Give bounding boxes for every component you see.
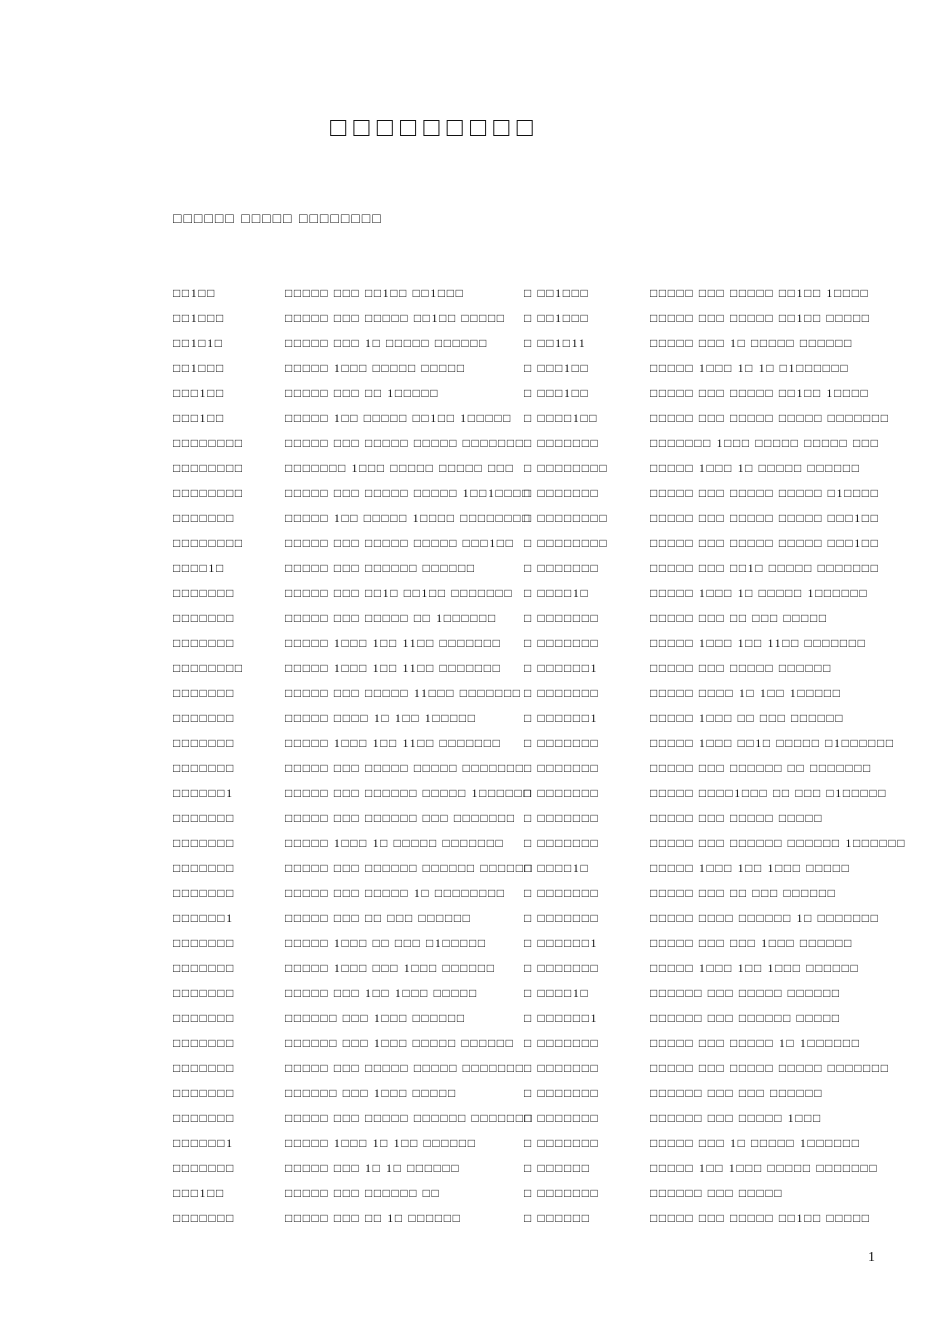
entry-code-right: □ □□□□□□□ xyxy=(524,786,600,800)
entry-text-right: □□□□□ 1□□□ □□ □□□ □□□□□□ xyxy=(650,711,845,725)
table-row xyxy=(0,386,950,411)
entry-code-right: □ □□□□□□□ xyxy=(524,436,600,450)
entry-code: □□□□□□□ xyxy=(173,636,235,650)
entry-code-right: □ □□□□□□1 xyxy=(524,661,599,675)
entry-code: □□□□□□□□ xyxy=(173,436,244,450)
entry-code: □□1□□ xyxy=(173,286,216,300)
entry-code-right: □ □□□□□□1 xyxy=(524,711,599,725)
entry-code: □□□□□□□ xyxy=(173,686,235,700)
entry-code-right: □ □□□□1□ xyxy=(524,986,590,1000)
entry-text-right: □□□□□ □□□ □□□□□ □□□□□ □□□1□□ xyxy=(650,511,880,525)
entry-text-right: □□□□□□ □□□ □□□□□ xyxy=(650,1186,784,1200)
entry-text-right: □□□□□ □□□ □□□□□ □□□□□ □□□□□□□ xyxy=(650,411,890,425)
entry-code-right: □ □□□□□□□ xyxy=(524,1036,600,1050)
entry-code-right: □ □□□□□□□ xyxy=(524,836,600,850)
entry-code: □□□□□□□ xyxy=(173,961,235,975)
entry-code-right: □ □□□1□□ xyxy=(524,386,590,400)
table-row xyxy=(0,561,950,586)
table-row xyxy=(0,1011,950,1036)
table-row xyxy=(0,1186,950,1211)
table-row xyxy=(0,911,950,936)
entry-code: □□□□□□□□ xyxy=(173,661,244,675)
entry-code-right: □ □□□□□□□ xyxy=(524,811,600,825)
entry-text-right: □□□□□□ □□□ □□□□□ □□□□□□ xyxy=(650,986,841,1000)
table-row xyxy=(0,1111,950,1136)
entry-text: □□□□□ □□□ □□□□□ □□□□□ □□□□□□□ xyxy=(285,1061,525,1075)
entry-text-right: □□□□□ □□□ □□□□□ 1□ 1□□□□□□ xyxy=(650,1036,861,1050)
entry-text: □□□□□ 1□□□ 1□□ 11□□ □□□□□□□ xyxy=(285,636,502,650)
table-row xyxy=(0,661,950,686)
table-row xyxy=(0,1161,950,1186)
entry-code: □□□□□□□ xyxy=(173,1061,235,1075)
table-row xyxy=(0,811,950,836)
entry-text-right: □□□□□ □□□ 1□ □□□□□ □□□□□□ xyxy=(650,336,853,350)
table-row xyxy=(0,1136,950,1161)
entry-text: □□□□□□ □□□ 1□□□ □□□□□ xyxy=(285,1086,457,1100)
entry-code-right: □ □□□□□□□ xyxy=(524,911,600,925)
table-row xyxy=(0,886,950,911)
entry-text-right: □□□□□ □□□□1□□□ □□ □□□ □1□□□□□ xyxy=(650,786,888,800)
table-row xyxy=(0,1061,950,1086)
entry-code: □□□□□□□ xyxy=(173,1011,235,1025)
entry-code: □□□□□□□ xyxy=(173,811,235,825)
table-row xyxy=(0,736,950,761)
entry-text: □□□□□ □□□ □□□□□ □□□□□ □□□□□□□ xyxy=(285,761,525,775)
entry-code: □□□□□□□ xyxy=(173,511,235,525)
entry-text-right: □□□□□ □□□ □□□□□ □□□□□ □□□1□□ xyxy=(650,536,880,550)
entry-code-right: □ □□1□11 xyxy=(524,336,587,350)
entry-code: □□□□□□□ xyxy=(173,586,235,600)
entry-code: □□□1□□ xyxy=(173,411,225,425)
entry-text: □□□□□ □□□ □□□□□ □□□□□ □□□1□□ xyxy=(285,536,515,550)
entry-text-right: □□□□□ □□□ □□□□□□ □□□□□□ 1□□□□□□ xyxy=(650,836,907,850)
entry-text-right: □□□□□ □□□ □□□□□ □□□□□ □1□□□□ xyxy=(650,486,880,500)
entry-code-right: □ □□□□□□□ xyxy=(524,1186,600,1200)
entry-text-right: □□□□□ □□□ □□□□□□ □□ □□□□□□□ xyxy=(650,761,872,775)
entry-code: □□1□□□ xyxy=(173,361,225,375)
entry-code-right: □ □□□□□□ xyxy=(524,1211,591,1225)
table-row xyxy=(0,461,950,486)
entry-code-right: □ □□□□□□ xyxy=(524,1161,591,1175)
entry-text: □□□□□ □□□ □□□□□□ □□ xyxy=(285,1186,441,1200)
entry-text-right: □□□□□ □□□ □□□□□ □□1□□ 1□□□□ xyxy=(650,286,870,300)
entry-text: □□□□□ □□□ □□□□□ □□□□□ □□□□□□□ xyxy=(285,436,525,450)
entry-text-right: □□□□□ □□□ □□ □□□ □□□□□□ xyxy=(650,886,837,900)
entry-text: □□□□□ □□□ □□□□□ 1□ □□□□□□□□ xyxy=(285,886,506,900)
entry-code: □□□□□□□ xyxy=(173,1211,235,1225)
entry-code-right: □ □□1□□□ xyxy=(524,286,590,300)
entry-code: □□□□□□1 xyxy=(173,911,234,925)
entry-code: □□□□□□□ xyxy=(173,1161,235,1175)
table-row xyxy=(0,486,950,511)
entry-code-right: □ □□□□□□□ xyxy=(524,1061,600,1075)
entry-code: □□□□□□□ xyxy=(173,936,235,950)
entry-text: □□□□□ □□□ □□ □□□ □□□□□□ xyxy=(285,911,472,925)
entry-code: □□□1□□ xyxy=(173,1186,225,1200)
entry-code: □□1□□□ xyxy=(173,311,225,325)
entry-code: □□□□□□1 xyxy=(173,1136,234,1150)
entry-code-right: □ □□□□□□□ xyxy=(524,561,600,575)
entry-text: □□□□□ 1□□□ □□□ 1□□□ □□□□□□ xyxy=(285,961,496,975)
entry-text: □□□□□ □□□ □□□□□□ □□□□□ 1□□□□□□ xyxy=(285,786,533,800)
entry-code: □□□□□□□ xyxy=(173,836,235,850)
table-row xyxy=(0,1211,950,1236)
entry-code-right: □ □□□□□□1 xyxy=(524,936,599,950)
table-row xyxy=(0,761,950,786)
entry-code: □□□1□□ xyxy=(173,386,225,400)
entry-text-right: □□□□□ 1□□□ 1□□ 1□□□ □□□□□□ xyxy=(650,961,860,975)
entry-text: □□□□□ □□□ 1□□ 1□□□ □□□□□ xyxy=(285,986,478,1000)
table-row xyxy=(0,1036,950,1061)
entry-code-right: □ □□□□□□□ xyxy=(524,1086,600,1100)
entry-code: □□□□□□□ xyxy=(173,886,235,900)
entry-text-right: □□□□□ 1□□□ 1□ □□□□□ □□□□□□ xyxy=(650,461,861,475)
table-row xyxy=(0,936,950,961)
table-row xyxy=(0,536,950,561)
entry-code: □□□□□□□ xyxy=(173,1036,235,1050)
entry-code: □□□□□□□ xyxy=(173,711,235,725)
entry-code: □□□□□□□ xyxy=(173,986,235,1000)
entry-text: □□□□□ □□□ 1□ □□□□□ □□□□□□ xyxy=(285,336,488,350)
entry-code: □□□□□□□□ xyxy=(173,486,244,500)
entry-text-right: □□□□□ □□□ □□□□□ □□□□□ xyxy=(650,811,824,825)
entry-text: □□□□□ □□□ □□□□□□ □□□□□□ xyxy=(285,561,476,575)
entry-text-right: □□□□□ □□□□ □□□□□□ 1□ □□□□□□□ xyxy=(650,911,880,925)
entry-code: □□□□□□□ xyxy=(173,761,235,775)
entry-text: □□□□□ 1□□ □□□□□ 1□□□□ □□□□□□□□ xyxy=(285,511,531,525)
entry-text: □□□□□ □□□ □□□□□□ □□□ □□□□□□□ xyxy=(285,811,516,825)
entry-code-right: □ □□□□□□□□ xyxy=(524,511,609,525)
entry-code-right: □ □□□□□□□□ xyxy=(524,536,609,550)
entry-text-right: □□□□□ □□□ □□ □□□ □□□□□ xyxy=(650,611,828,625)
subtitle: □□□□□□ □□□□□ □□□□□□□□ xyxy=(173,212,383,227)
entry-text: □□□□□□ □□□ 1□□□ □□□□□□ xyxy=(285,1011,466,1025)
table-row xyxy=(0,611,950,636)
entry-text: □□□□□ □□□ □□1□□ □□1□□□ xyxy=(285,286,465,300)
entry-code-right: □ □□□□□□□ xyxy=(524,1136,600,1150)
entry-text: □□□□□ □□□ □□□□□ 11□□□ □□□□□□□ xyxy=(285,686,522,700)
table-row xyxy=(0,636,950,661)
entry-text-right: □□□□□ 1□□□ 1□□ 1□□□ □□□□□ xyxy=(650,861,851,875)
entry-text: □□□□□ □□□ □□□□□ □□□□□□ □□□□□□□ xyxy=(285,1111,534,1125)
entry-code-right: □ □□□□□□□□ xyxy=(524,461,609,475)
entry-text-right: □□□□□ 1□□□ 1□ □□□□□ 1□□□□□□ xyxy=(650,586,869,600)
entry-code: □□□□□□□ xyxy=(173,611,235,625)
entry-text-right: □□□□□□ □□□ □□□□□ 1□□□ xyxy=(650,1111,822,1125)
entry-text-right: □□□□□ □□□ □□□ 1□□□ □□□□□□ xyxy=(650,936,853,950)
table-row xyxy=(0,436,950,461)
entry-text: □□□□□□ □□□ 1□□□ □□□□□ □□□□□□ xyxy=(285,1036,515,1050)
entry-text: □□□□□ □□□□ 1□ 1□□ 1□□□□□ xyxy=(285,711,477,725)
entry-code: □□□□□□□ xyxy=(173,736,235,750)
entry-text-right: □□□□□ 1□□□ □□1□ □□□□□ □1□□□□□□ xyxy=(650,736,895,750)
table-row xyxy=(0,586,950,611)
table-row xyxy=(0,336,950,361)
entry-text-right: □□□□□ □□□ □□1□ □□□□□ □□□□□□□ xyxy=(650,561,880,575)
entry-text: □□□□□ □□□ □□□□□□ □□□□□□ □□□□□□ xyxy=(285,861,534,875)
entry-code-right: □ □□□□1□ xyxy=(524,861,590,875)
entry-text: □□□□□ 1□□□ □□ □□□ □1□□□□□ xyxy=(285,936,487,950)
entry-text-right: □□□□□ □□□ □□□□□ □□1□□ □□□□□ xyxy=(650,311,871,325)
entry-code-right: □ □□□□□□□ xyxy=(524,486,600,500)
entry-code: □□□□1□ xyxy=(173,561,225,575)
entry-code-right: □ □□□□□□□ xyxy=(524,736,600,750)
entry-code-right: □ □□□1□□ xyxy=(524,361,590,375)
entry-text-right: □□□□□ □□□ □□□□□ □□1□□ □□□□□ xyxy=(650,1211,871,1225)
table-row xyxy=(0,686,950,711)
table-row xyxy=(0,961,950,986)
entry-text-right: □□□□□ □□□ □□□□□ □□1□□ 1□□□□ xyxy=(650,386,870,400)
entry-text: □□□□□ 1□□□ 1□ 1□□ □□□□□□ xyxy=(285,1136,477,1150)
entry-code-right: □ □□□□□□□ xyxy=(524,886,600,900)
entry-text: □□□□□ □□□ □□□□□ □□□□□ 1□□1□□□□ xyxy=(285,486,531,500)
entry-code-right: □ □□□□□□□ xyxy=(524,761,600,775)
entry-text-right: □□□□□ □□□ 1□ □□□□□ 1□□□□□□ xyxy=(650,1136,861,1150)
table-row xyxy=(0,836,950,861)
table-row xyxy=(0,311,950,336)
entry-code: □□□□□□1 xyxy=(173,786,234,800)
entry-code: □□□□□□□ xyxy=(173,861,235,875)
entry-text-right: □□□□□□□ 1□□□ □□□□□ □□□□□ □□□ xyxy=(650,436,880,450)
entry-text: □□□□□ □□□ □□ 1□□□□□ xyxy=(285,386,440,400)
entry-code-right: □ □□□□□□□ xyxy=(524,686,600,700)
table-row xyxy=(0,861,950,886)
entry-text-right: □□□□□ □□□ □□□□□ □□□□□□ xyxy=(650,661,832,675)
entry-text-right: □□□□□□ □□□ □□□ □□□□□□ xyxy=(650,1086,824,1100)
table-row xyxy=(0,986,950,1011)
table-row xyxy=(0,511,950,536)
entry-text: □□□□□ 1□□□ 1□ □□□□□ □□□□□□□ xyxy=(285,836,505,850)
entry-code-right: □ □□□□□□□ xyxy=(524,611,600,625)
entry-code: □□□□□□□ xyxy=(173,1111,235,1125)
entry-code-right: □ □□□□□□□ xyxy=(524,636,600,650)
entry-text-right: □□□□□ 1□□ 1□□□ □□□□□ □□□□□□□ xyxy=(650,1161,879,1175)
entry-text-right: □□□□□ □□□□ 1□ 1□□ 1□□□□□ xyxy=(650,686,842,700)
entry-text: □□□□□ 1□□□ □□□□□ □□□□□ xyxy=(285,361,466,375)
table-row xyxy=(0,786,950,811)
entry-code-right: □ □□□□1□□ xyxy=(524,411,599,425)
table-row xyxy=(0,361,950,386)
entry-code-right: □ □□□□□□1 xyxy=(524,1011,599,1025)
table-row xyxy=(0,711,950,736)
entry-text: □□□□□ 1□□ □□□□□ □□1□□ 1□□□□□ xyxy=(285,411,513,425)
page-number: 1 xyxy=(868,1250,875,1265)
page-title: □□□□□□□□□ xyxy=(330,112,540,142)
entry-code-right: □ □□□□□□□ xyxy=(524,1111,600,1125)
entry-text-right: □□□□□ 1□□□ 1□□ 11□□ □□□□□□□ xyxy=(650,636,867,650)
entry-text: □□□□□ □□□ □□ 1□ □□□□□□ xyxy=(285,1211,462,1225)
entry-code: □□□□□□□ xyxy=(173,1086,235,1100)
entry-code-right: □ □□□□1□ xyxy=(524,586,590,600)
entry-code-right: □ □□1□□□ xyxy=(524,311,590,325)
entry-code: □□□□□□□□ xyxy=(173,536,244,550)
entry-text: □□□□□ 1□□□ 1□□ 11□□ □□□□□□□ xyxy=(285,736,502,750)
entry-text-right: □□□□□ □□□ □□□□□ □□□□□ □□□□□□□ xyxy=(650,1061,890,1075)
table-row xyxy=(0,1086,950,1111)
entry-code: □□1□1□ xyxy=(173,336,224,350)
entry-code: □□□□□□□□ xyxy=(173,461,244,475)
entry-text-right: □□□□□□ □□□ □□□□□□ □□□□□ xyxy=(650,1011,841,1025)
table-row xyxy=(0,286,950,311)
entry-text: □□□□□ 1□□□ 1□□ 11□□ □□□□□□□ xyxy=(285,661,502,675)
entry-code-right: □ □□□□□□□ xyxy=(524,961,600,975)
entry-text: □□□□□□□ 1□□□ □□□□□ □□□□□ □□□ xyxy=(285,461,515,475)
entry-text: □□□□□ □□□ □□1□ □□1□□ □□□□□□□ xyxy=(285,586,514,600)
entry-text-right: □□□□□ 1□□□ 1□ 1□ □1□□□□□□ xyxy=(650,361,850,375)
table-row xyxy=(0,411,950,436)
entry-text: □□□□□ □□□ 1□ 1□ □□□□□□ xyxy=(285,1161,461,1175)
entry-table xyxy=(0,286,950,1236)
entry-text: □□□□□ □□□ □□□□□ □□1□□ □□□□□ xyxy=(285,311,506,325)
entry-text: □□□□□ □□□ □□□□□ □□ 1□□□□□□ xyxy=(285,611,497,625)
